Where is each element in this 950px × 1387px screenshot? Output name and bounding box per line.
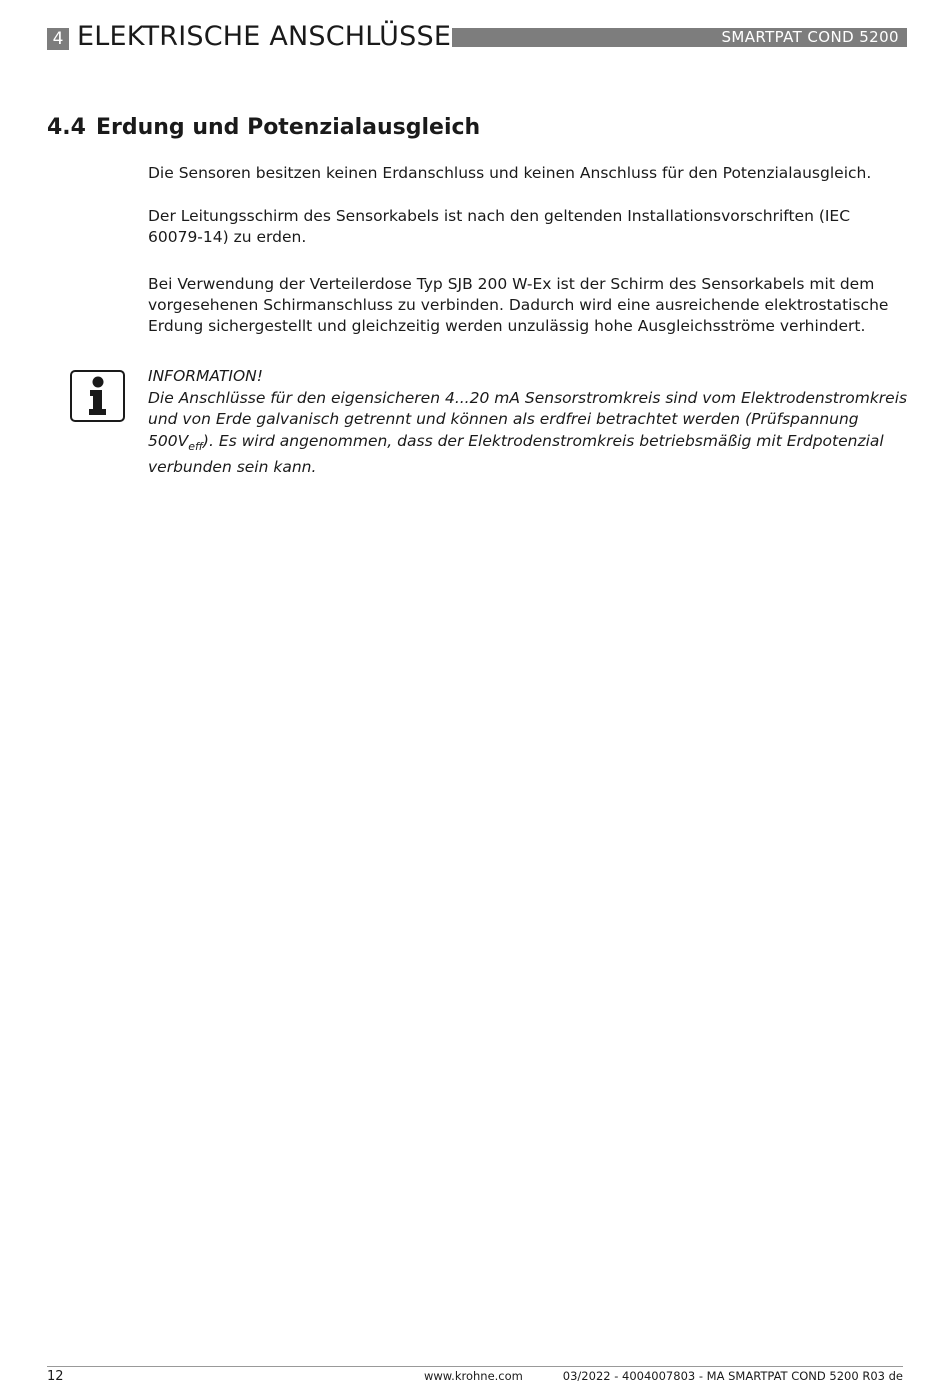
chapter-number: 4	[47, 28, 69, 50]
footer-divider	[47, 1366, 903, 1367]
page-number: 12	[47, 1369, 64, 1384]
product-bar	[452, 28, 907, 47]
document-reference: 03/2022 - 4004007803 - MA SMARTPAT COND 5200 R03 de	[562, 1369, 903, 1383]
info-text-after: ). Es wird angenommen, dass der Elektrodenstromkreis betriebsmäßig mit Erdpotenzial verbunden sein kann.	[148, 431, 884, 477]
section-number: 4.4	[47, 115, 86, 140]
product-name: SMARTPAT COND 5200	[721, 28, 899, 46]
section-heading	[47, 115, 480, 140]
paragraph-1: Die Sensoren besitzen keinen Erdanschluss und keinen Anschluss für den Potenzialausgleich.	[148, 164, 872, 182]
website-link[interactable]: www.krohne.com	[424, 1369, 523, 1383]
info-title: INFORMATION!	[148, 367, 263, 385]
chapter-title: ELEKTRISCHE ANSCHLÜSSE	[77, 21, 452, 52]
info-text	[148, 388, 908, 479]
info-text-before: Die Anschlüsse für den eigensicheren 4...20 mA Sensorstromkreis sind vom Elektrodenstromkreis und von Erde galvanisch getrennt und können als erdfrei betrachtet werden (Prüfspannung 500V	[148, 388, 908, 450]
section-title: Erdung und Potenzialausgleich	[95, 115, 481, 140]
info-text-subscript: eff	[188, 439, 203, 453]
paragraph-3: Bei Verwendung der Verteilerdose Typ SJB 200 W-Ex ist der Schirm des Sensorkabels mit dem vorgesehenen Schirmanschluss zu verbinden. Dadurch wird eine ausreichende elektrostatische Erdung sichergestellt und gleichzeitig werden unzulässig hohe Ausgleichsströme verhindert.	[148, 275, 889, 335]
page-header	[47, 22, 907, 52]
paragraph-2: Der Leitungsschirm des Sensorkabels ist nach den geltenden Installationsvorschriften (IEC 60079-14) zu erden.	[148, 207, 851, 246]
info-block	[148, 366, 908, 479]
information-icon	[70, 370, 125, 422]
